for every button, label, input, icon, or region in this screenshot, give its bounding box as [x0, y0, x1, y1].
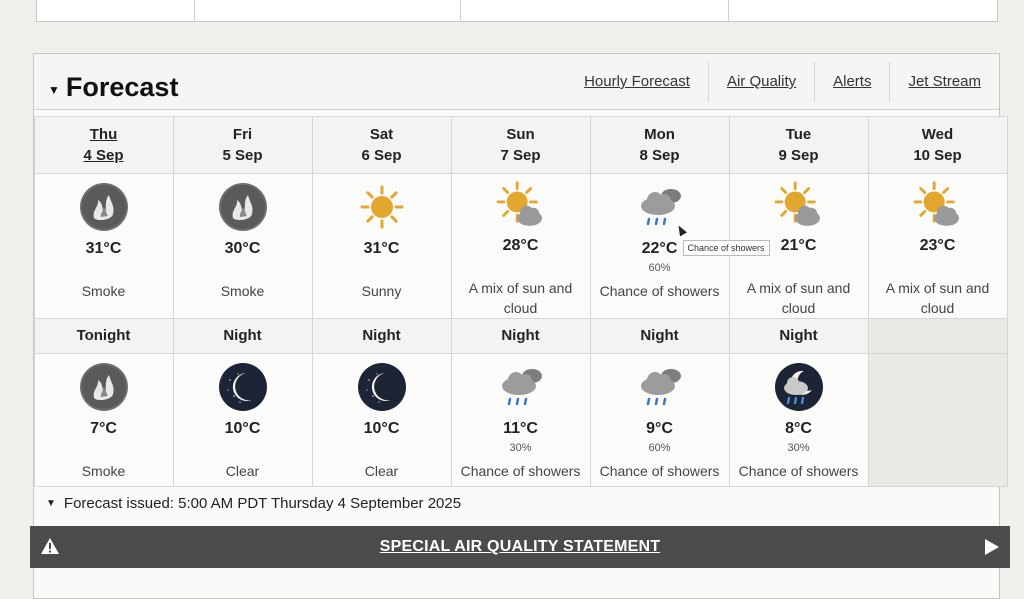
day-header-5	[729, 116, 869, 174]
day-forecast-4	[590, 173, 765, 319]
night-label: Night	[501, 327, 540, 344]
play-arrow-icon[interactable]	[984, 538, 1000, 556]
collapse-triangle-icon: ▼	[46, 498, 56, 509]
day-condition: Chance of showers	[599, 282, 720, 299]
night-header-0	[34, 318, 174, 354]
forecast-nav	[566, 62, 999, 102]
previous-panel-strip	[36, 0, 998, 22]
day-date: 6 Sep	[361, 146, 402, 164]
night-header-2	[312, 318, 452, 354]
day-of-week: Tue	[785, 125, 812, 143]
day-condition: Smoke	[220, 282, 265, 299]
day-date: 4 Sep	[83, 146, 124, 164]
day-header-1	[173, 116, 313, 174]
special-air-quality-statement-link[interactable]: SPECIAL AIR QUALITY STATEMENT	[379, 538, 661, 555]
night-precip-chance: 60%	[648, 441, 671, 454]
night-label: Night	[779, 327, 818, 344]
night-label: Tonight	[76, 327, 131, 344]
day-date: 8 Sep	[639, 146, 680, 164]
night-forecast-3	[451, 353, 591, 487]
day-temperature: 30°C	[224, 239, 261, 257]
day-forecast-1	[173, 173, 313, 319]
day-header-4	[590, 116, 730, 174]
day-temperature: 28°C	[502, 237, 539, 255]
night-header-3	[451, 318, 591, 354]
icon-tooltip: Chance of showers	[683, 240, 770, 256]
day-temperature: 21°C	[780, 237, 817, 255]
night-forecast-5	[729, 353, 869, 487]
day-condition: Sunny	[361, 282, 402, 299]
day-of-week: Mon	[644, 125, 675, 143]
night-condition: Clear	[364, 462, 399, 479]
forecast-issued-toggle[interactable]	[46, 495, 461, 512]
night-temperature: 7°C	[90, 419, 117, 437]
day-of-week: Thu	[89, 125, 118, 143]
forecast-panel	[33, 53, 1000, 599]
day-temperature: 31°C	[363, 239, 400, 257]
night-forecast-2	[312, 353, 452, 487]
clear-night-icon	[216, 360, 270, 414]
night-header-4	[590, 318, 730, 354]
day-header-0[interactable]	[34, 116, 174, 174]
night-label: Night	[362, 327, 401, 344]
jet-stream-link[interactable]: Jet Stream	[889, 62, 999, 102]
night-condition: Chance of showers	[460, 462, 581, 479]
air-quality-link[interactable]: Air Quality	[708, 62, 814, 102]
smoke-icon	[216, 180, 270, 234]
sun-cloud-icon	[772, 180, 826, 232]
forecast-grid	[34, 116, 1009, 486]
night-condition: Smoke	[81, 462, 126, 479]
day-date: 5 Sep	[222, 146, 263, 164]
forecast-issued-text: Forecast issued: 5:00 AM PDT Thursday 4 September 2025	[63, 495, 462, 512]
day-condition: Smoke	[81, 282, 126, 299]
forecast-header	[34, 54, 999, 110]
night-showers-icon	[772, 360, 826, 414]
day-precip-chance: 60%	[648, 261, 671, 274]
night-header-5	[729, 318, 869, 354]
night-forecast-4	[590, 353, 730, 487]
empty-cell	[868, 353, 1008, 487]
day-temperature: 23°C	[919, 237, 956, 255]
special-air-quality-statement-bar[interactable]	[30, 526, 1010, 568]
day-condition: A mix of sun and cloud	[468, 279, 573, 316]
showers-icon	[633, 360, 687, 414]
day-forecast-0	[34, 173, 174, 319]
day-temperature: 22°C	[641, 239, 678, 257]
day-forecast-2	[312, 173, 452, 319]
night-temperature: 10°C	[363, 419, 400, 437]
night-condition: Clear	[225, 462, 260, 479]
forecast-title: Forecast	[65, 72, 179, 102]
night-precip-chance: 30%	[509, 441, 532, 454]
smoke-icon	[77, 180, 131, 234]
day-date: 10 Sep	[913, 146, 962, 164]
empty-cell	[868, 318, 1008, 354]
day-condition: A mix of sun and cloud	[885, 279, 990, 316]
hourly-forecast-link[interactable]: Hourly Forecast	[584, 73, 690, 90]
day-of-week: Fri	[232, 125, 253, 143]
smoke-icon	[77, 360, 131, 414]
day-date: 7 Sep	[500, 146, 541, 164]
warning-icon	[40, 537, 60, 555]
night-label: Night	[223, 327, 262, 344]
day-date: 9 Sep	[778, 146, 819, 164]
night-label: Night	[640, 327, 679, 344]
forecast-title-toggle[interactable]	[48, 72, 178, 103]
day-header-6	[868, 116, 1008, 174]
night-condition: Chance of showers	[599, 462, 720, 479]
showers-icon	[494, 360, 548, 414]
night-forecast-0	[34, 353, 174, 487]
day-forecast-3	[451, 173, 591, 319]
night-precip-chance: 30%	[787, 441, 810, 454]
night-temperature: 8°C	[785, 419, 812, 437]
day-header-2	[312, 116, 452, 174]
day-of-week: Wed	[921, 125, 954, 143]
day-header-3	[451, 116, 591, 174]
night-condition: Chance of showers	[738, 462, 859, 479]
alerts-link[interactable]: Alerts	[814, 62, 889, 102]
sun-cloud-icon	[494, 180, 548, 232]
day-of-week: Sat	[369, 125, 394, 143]
night-forecast-1	[173, 353, 313, 487]
night-temperature: 11°C	[503, 419, 538, 437]
night-temperature: 10°C	[224, 419, 261, 437]
sun-cloud-icon	[911, 180, 965, 232]
clear-night-icon	[355, 360, 409, 414]
day-temperature: 31°C	[85, 239, 122, 257]
night-header-1	[173, 318, 313, 354]
night-temperature: 9°C	[646, 419, 673, 437]
sun-icon	[355, 180, 409, 234]
day-of-week: Sun	[506, 125, 535, 143]
day-condition: A mix of sun and cloud	[746, 279, 851, 316]
collapse-triangle-icon: ▼	[48, 82, 60, 97]
day-forecast-6	[868, 173, 1008, 319]
